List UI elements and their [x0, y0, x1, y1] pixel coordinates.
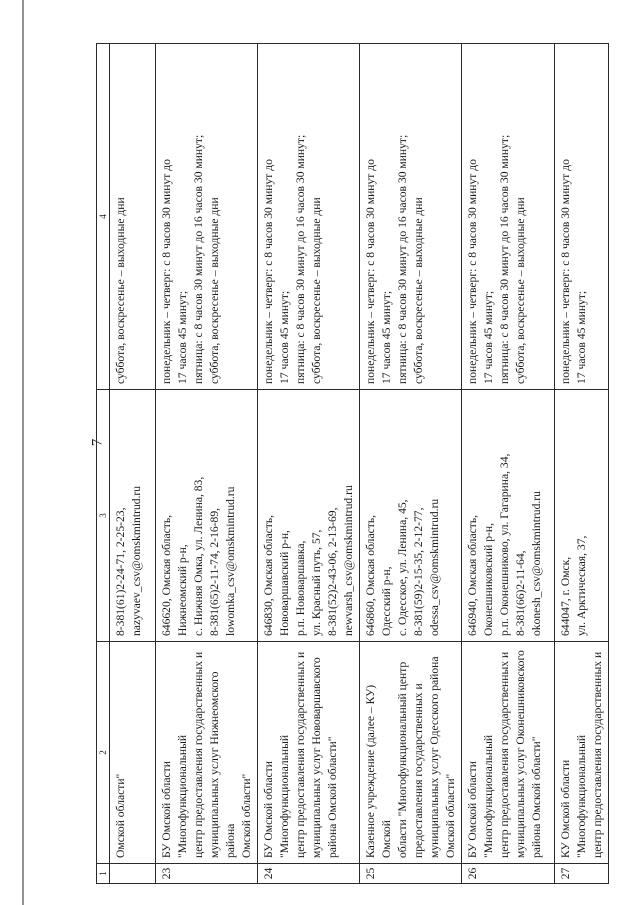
rotated-table-area — [96, 44, 605, 884]
hours-line: понедельник – четверг: с 8 часов 30 минут до — [364, 159, 378, 384]
row-number: 23 — [160, 867, 174, 880]
hours-cell — [156, 44, 258, 390]
organization-name-line: предоставления государственных и — [412, 683, 426, 858]
page-number: 7 — [89, 438, 106, 447]
table-rotator — [96, 44, 605, 884]
organization-name-cell — [156, 642, 258, 864]
hours-line: суббота, воскресенье – выходные дни — [514, 197, 528, 384]
hours-line: суббота, воскресенье – выходные дни — [114, 197, 128, 384]
address-line: Нововаршавский р-н, — [278, 530, 292, 636]
hours-line: суббота, воскресенье – выходные дни — [412, 197, 426, 384]
organization-name-line: БУ Омской области "Многофункциональный — [262, 734, 292, 858]
table-row — [156, 44, 258, 884]
address-cell — [462, 390, 555, 642]
address-line: newvarsh_csv@omskmintrud.ru — [342, 485, 356, 636]
address-line: с. Одесское, ул. Ленина, 45, — [396, 499, 410, 636]
organization-name-cell — [360, 642, 462, 864]
organization-name-line: Омской области" — [444, 773, 458, 858]
address-line: 646860, Омская область, — [364, 514, 378, 636]
mfc-table — [96, 43, 609, 884]
organization-name-line: муниципальных услуг Нижнеомского района — [208, 671, 238, 858]
table-row — [110, 44, 156, 884]
hours-line: 17 часов 45 минут; — [575, 290, 589, 384]
address-line: ул. Арктическая, 37, — [575, 535, 589, 636]
table-row — [258, 44, 360, 884]
address-line: 8-381(65)2-11-74, 2-16-89, — [208, 507, 222, 636]
organization-name-line: области "Многофункциональный центр — [396, 661, 410, 858]
hours-line: 17 часов 45 минут; — [482, 290, 496, 384]
hours-line: пятница: с 8 часов 30 минут до 16 часов 30 минут; — [192, 134, 206, 384]
address-cell — [555, 390, 609, 642]
header-col-4: 4 — [97, 44, 110, 390]
row-number-cell — [110, 864, 156, 884]
table-body — [110, 44, 609, 884]
hours-line: понедельник – четверг: с 8 часов 30 минут до — [559, 159, 573, 384]
address-line: odessa_csv@omskmintrud.ru — [428, 498, 442, 636]
organization-name-line: района Омской области" — [326, 736, 340, 858]
hours-line: суббота, воскресенье – выходные дни — [208, 197, 222, 384]
organization-name-line: района Омской области" — [530, 736, 544, 858]
column-number-row — [97, 44, 110, 884]
address-line: okonesh_csv@omskmintrud.ru — [530, 491, 544, 636]
row-number: 26 — [466, 867, 480, 880]
table-row — [360, 44, 462, 884]
address-line: р.п. Нововаршавка, — [294, 540, 308, 636]
organization-name-line: муниципальных услуг Оконешниковского — [514, 650, 528, 858]
row-number: 27 — [559, 867, 573, 880]
address-line: 646940, Омская область, — [466, 514, 480, 636]
address-cell — [360, 390, 462, 642]
hours-cell — [462, 44, 555, 390]
organization-name-line: муниципальных услуг Нововаршавского — [310, 657, 324, 858]
hours-line: пятница: с 8 часов 30 минут до 16 часов 30 минут; — [294, 134, 308, 384]
organization-name-line: центр предоставления государственных и — [294, 651, 308, 858]
hours-cell — [258, 44, 360, 390]
address-line: nazyvaev_csv@omskmintrud.ru — [130, 485, 144, 636]
address-line: 646830, Омская область, — [262, 514, 276, 636]
row-number-cell — [156, 864, 258, 884]
address-line: ул. Красный путь, 57, — [310, 529, 324, 636]
hours-line: понедельник – четверг: с 8 часов 30 минут до — [466, 159, 480, 384]
hours-line: 17 часов 45 минут; — [380, 290, 394, 384]
header-col-2: 2 — [97, 642, 110, 864]
organization-name-line: муниципальных услуг Одесского района — [428, 656, 442, 858]
address-line: lowomka_csv@omskmintrud.ru — [224, 486, 238, 636]
organization-name-line: центр предоставления государственных и — [192, 651, 206, 858]
address-line: 8-381(61)2-24-71, 2-25-23, — [114, 507, 128, 636]
row-number-cell — [258, 864, 360, 884]
row-number-cell — [462, 864, 555, 884]
address-line: 646620, Омская область, — [160, 514, 174, 636]
organization-name-cell — [462, 642, 555, 864]
hours-line: понедельник – четверг: с 8 часов 30 минут до — [160, 159, 174, 384]
address-line: 644047, г. Омск, — [559, 556, 573, 636]
hours-line: пятница: с 8 часов 30 минут до 16 часов 30 минут; — [396, 134, 410, 384]
address-line: Оконешниковский р-н, — [482, 523, 496, 636]
hours-line: 17 часов 45 минут; — [278, 290, 292, 384]
row-number: 24 — [262, 867, 276, 880]
address-cell — [110, 390, 156, 642]
address-line: 8-381(52)2-43-06, 2-13-69, — [326, 507, 340, 636]
address-line: 8-381(66)2-11-64, — [514, 550, 528, 636]
address-cell — [156, 390, 258, 642]
table-row — [462, 44, 555, 884]
hours-line: суббота, воскресенье – выходные дни — [310, 197, 324, 384]
organization-name-line: центр предоставления государственных и — [498, 651, 512, 858]
address-line: р.п. Оконешниково, ул. Гагарина, 34, — [498, 453, 512, 636]
address-line: 8-381(59)2-15-35, 2-12-77, — [412, 507, 426, 636]
table-row — [555, 44, 609, 884]
address-line: Нижнеомский р-н, — [176, 544, 190, 636]
organization-name-line: БУ Омской области "Многофункциональный — [160, 734, 190, 858]
hours-line: понедельник – четверг: с 8 часов 30 минут до — [262, 159, 276, 384]
organization-name-cell — [258, 642, 360, 864]
row-number-cell — [555, 864, 609, 884]
organization-name-line: БУ Омской области "Многофункциональный — [466, 734, 496, 858]
address-cell — [258, 390, 360, 642]
organization-name-line: Казенное учреждение (далее – КУ) Омской — [364, 684, 394, 858]
hours-cell — [555, 44, 609, 390]
organization-name-line: Омской области" — [114, 773, 128, 858]
row-number: 25 — [364, 867, 378, 880]
hours-cell — [110, 44, 156, 390]
organization-name-line: центр предоставления государственных и — [591, 651, 605, 858]
organization-name-cell — [555, 642, 609, 864]
hours-line: 17 часов 45 минут; — [176, 290, 190, 384]
organization-name-cell — [110, 642, 156, 864]
address-line: с. Нижняя Омка, ул. Ленина, 83, — [192, 476, 206, 636]
hours-cell — [360, 44, 462, 390]
header-col-1: 1 — [97, 864, 110, 884]
row-number-cell — [360, 864, 462, 884]
organization-name-line: КУ Омской области "Многофункциональный — [559, 734, 589, 858]
hours-line: пятница: с 8 часов 30 минут до 16 часов 30 минут; — [498, 134, 512, 384]
binding-line — [22, 0, 24, 905]
address-line: Одесский р-н, — [380, 566, 394, 636]
organization-name-line: Омской области" — [240, 773, 254, 858]
header-col-3: 3 — [97, 390, 110, 642]
